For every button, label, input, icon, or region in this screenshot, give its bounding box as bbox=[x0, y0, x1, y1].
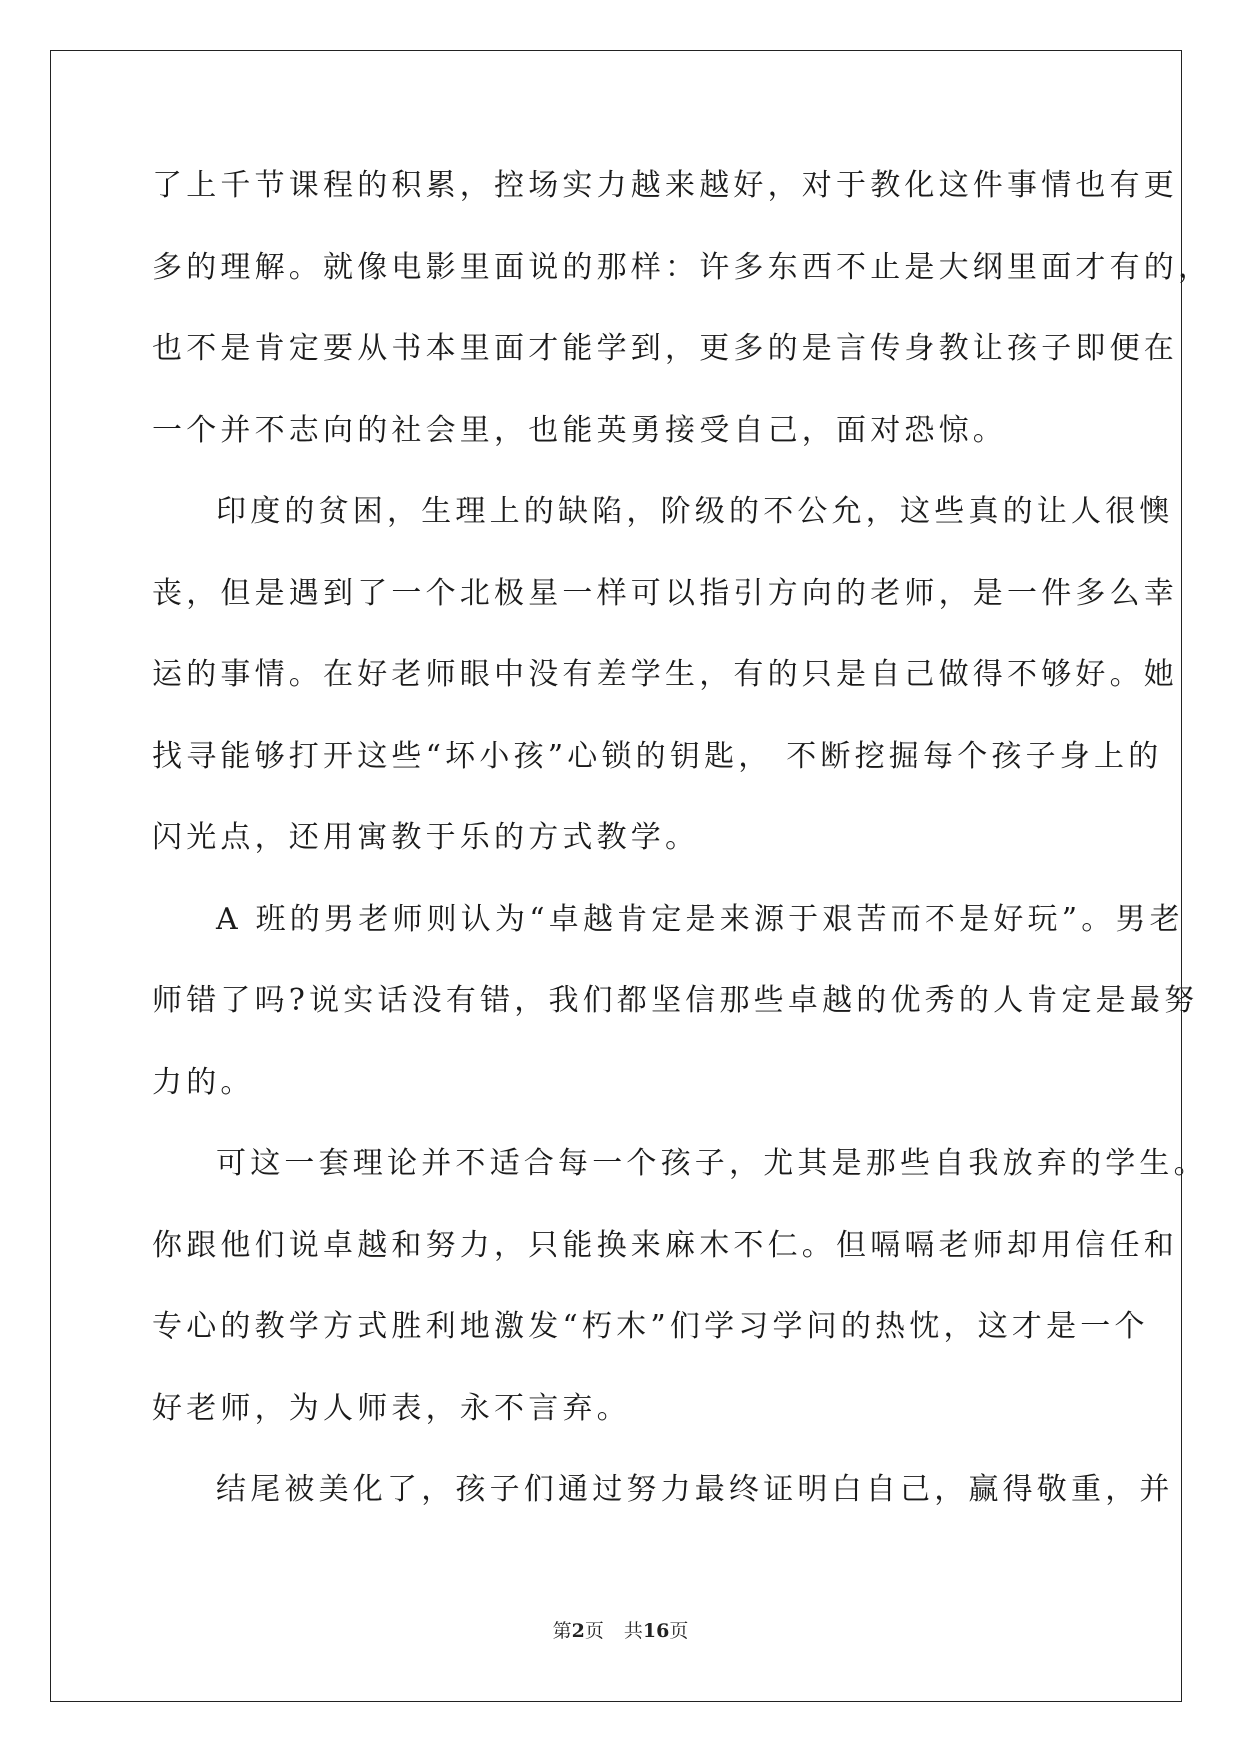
text-line: 力的。 bbox=[152, 1064, 255, 1100]
text-line: 你跟他们说卓越和努力，只能换来麻木不仁。但嗝嗝老师却用信任和 bbox=[152, 1227, 1178, 1263]
text-line: 多的理解。就像电影里面说的那样：许多东西不止是大纲里面才有的， bbox=[152, 249, 1213, 285]
text-line: 专心的教学方式胜利地激发“朽木”们学习学问的热忱，这才是一个 bbox=[152, 1309, 1149, 1344]
text-line: 印度的贫困，生理上的缺陷，阶级的不公允，这些真的让人很懊 bbox=[216, 494, 1174, 529]
text-line: 丧，但是遇到了一个北极星一样可以指引方向的老师，是一件多么幸 bbox=[152, 575, 1178, 611]
text-line: 好老师，为人师表，永不言弃。 bbox=[152, 1390, 631, 1426]
page-total: 16 bbox=[642, 1620, 670, 1642]
text-line: 可这一套理论并不适合每一个孩子，尤其是那些自我放弃的学生。 bbox=[216, 1146, 1208, 1181]
text-line: 也不是肯定要从书本里面才能学到，更多的是言传身教让孩子即便在 bbox=[152, 331, 1178, 366]
text-line: A 班的男老师则认为“卓越肯定是来源于艰苦而不是好玩”。男老 bbox=[216, 901, 1184, 937]
text-line: 结尾被美化了，孩子们通过努力最终证明白自己，赢得敬重，并 bbox=[216, 1472, 1174, 1507]
page-prefix: 第 bbox=[552, 1620, 572, 1642]
text-line: 闪光点，还用寓教于乐的方式教学。 bbox=[152, 820, 700, 855]
text-line: 一个并不志向的社会里，也能英勇接受自己，面对恐惊。 bbox=[152, 412, 1007, 448]
text-line: 了上千节课程的积累，控场实力越来越好，对于教化这件事情也有更 bbox=[152, 168, 1178, 203]
total-suffix: 页 bbox=[669, 1620, 689, 1642]
total-prefix: 共 bbox=[623, 1620, 643, 1642]
page-suffix: 页 bbox=[584, 1620, 604, 1642]
body-text bbox=[152, 157, 1213, 1543]
text-line: 运的事情。在好老师眼中没有差学生，有的只是自己做得不够好。她 bbox=[152, 657, 1178, 692]
page-current: 2 bbox=[571, 1620, 585, 1642]
text-line: 师错了吗?说实话没有错，我们都坚信那些卓越的优秀的人肯定是最努 bbox=[152, 983, 1199, 1018]
text-line: 找寻能够打开这些“坏小孩”心锁的钥匙， 不断挖掘每个孩子身上的 bbox=[152, 738, 1163, 774]
page-footer bbox=[0, 1616, 1241, 1643]
